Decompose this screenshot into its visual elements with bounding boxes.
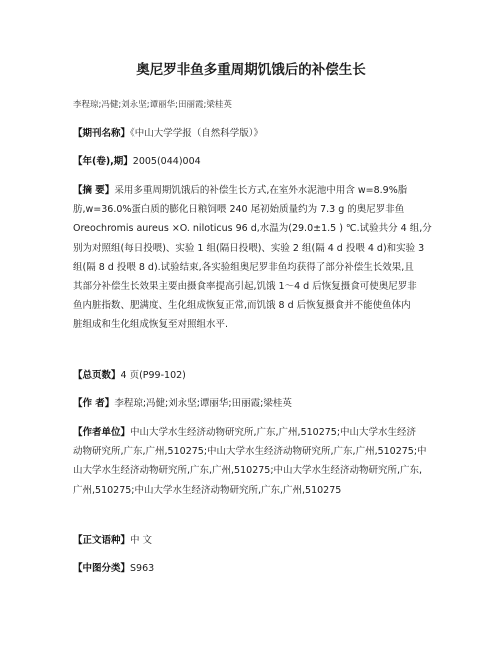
author-byline: 李程琼;冯健;刘永坚;谭丽华;田丽霞;梁桂英 [73,100,232,110]
abstract-line-first [73,181,433,200]
authors-field [73,394,433,413]
affiliation-text-first: 中山大学水生经济动物研究所,广东,广州,510275;中山大学水生经济 [130,427,417,438]
authors-label: 【作 者】 [73,398,115,409]
abstract-line: 组(隔 8 d 投喂 8 d).试验结束,各实验组奥尼罗非鱼均获得了部分补偿生长效果,且 [73,261,414,273]
classification-value: S963 [130,563,155,574]
abstract-line: 脏组成和生化组成恢复至对照组水平. [73,319,229,331]
page-title: 奥尼罗非鱼多重周期饥饿后的补偿生长 [136,62,366,78]
affiliation-line: 广州,510275;中山大学水生经济动物研究所,广东,广州,510275 [73,484,342,496]
abstract-line: Oreochromis aureus ×O. niloticus 96 d,水温为(29.0±1.5 ) ℃.试验共分 4 组,分 [73,223,432,235]
year-issue-label: 【年(卷),期】 [73,156,133,167]
journal-field [73,124,433,143]
abstract-line: 鱼内脏指数、肥满度、生化组成恢复正常,而饥饿 8 d 后恢复摄食并不能使鱼体内 [73,300,411,312]
year-issue-value: 2005(044)004 [132,156,201,167]
language-field [73,531,433,550]
abstract-line: 肪,w=36.0%蛋白质的膨化日粮饲喂 240 尾初始质量约为 7.3 g 的奥尼罗非鱼 [73,204,405,216]
year-issue-field [73,152,433,171]
abstract-line: 别为对照组(每日投喂)、实验 1 组(隔日投喂)、实验 2 组(隔 4 d 投喂 4 d)和实验 3 [73,242,425,254]
language-label: 【正文语种】 [73,535,131,546]
abstract-text-first: 采用多重周期饥饿后的补偿生长方式,在室外水泥池中用含 w=8.9%脂 [114,185,408,196]
language-value: 中 文 [130,535,153,546]
journal-label: 【期刊名称】 [73,128,131,139]
classification-label: 【中图分类】 [73,563,131,574]
authors-value: 李程琼;冯健;刘永坚;谭丽华;田丽霞;梁桂英 [114,398,292,409]
affiliation-line-first [73,423,433,442]
affiliation-line: 动物研究所,广东,广州,510275;中山大学水生经济动物研究所,广东,广州,510275;中 [73,446,427,458]
classification-field [73,559,433,578]
abstract-label: 【摘 要】 [73,185,115,196]
journal-value: 《中山大学学报（自然科学版）》 [130,128,264,139]
abstract-line: 其部分补偿生长效果主要由摄食率提高引起,饥饿 1～4 d 后恢复摄食可使奥尼罗非 [73,281,417,293]
affiliation-field [73,423,433,500]
affiliation-line: 山大学水生经济动物研究所,广东,广州,510275;中山大学水生经济动物研究所,广东, [73,465,423,477]
pages-value: 4 页(P99-102) [120,370,186,381]
abstract-field [73,181,433,335]
affiliation-label: 【作者单位】 [73,427,131,438]
pages-field [73,366,433,385]
pages-label: 【总页数】 [73,370,121,381]
